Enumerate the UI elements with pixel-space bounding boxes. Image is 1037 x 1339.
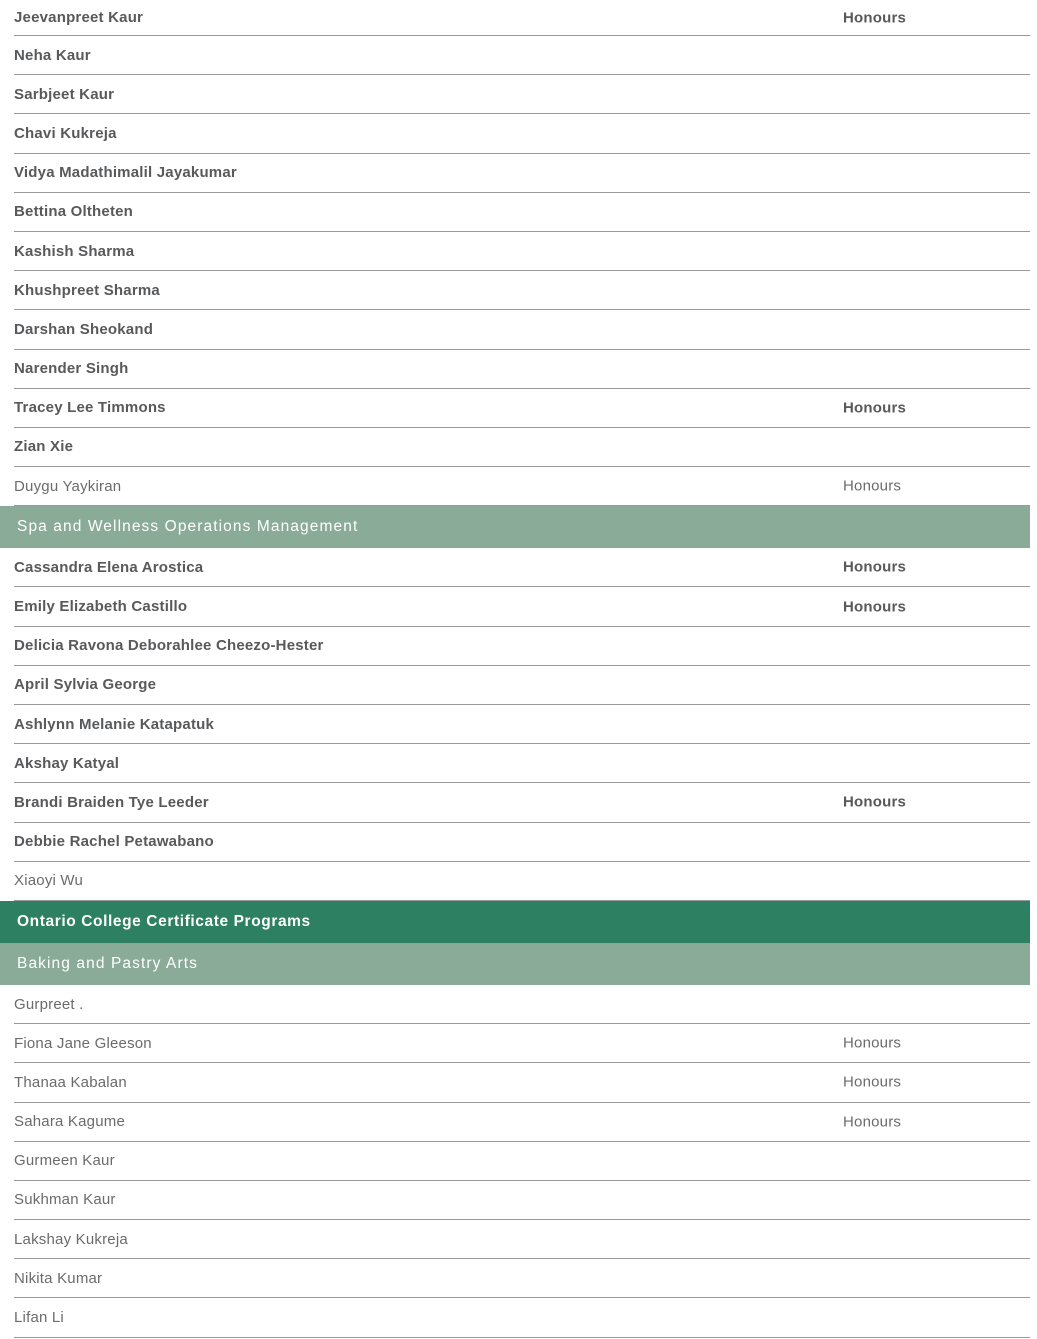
graduate-name: Sarbjeet Kaur (14, 85, 115, 103)
graduate-name: Akshay Katyal (14, 754, 120, 772)
honours-badge: Honours (843, 477, 902, 495)
graduate-name: Delicia Ravona Deborahlee Cheezo-Hester (14, 637, 324, 655)
honours-badge: Honours (843, 1113, 902, 1131)
graduate-name: Cassandra Elena Arostica (14, 558, 204, 576)
graduate-name: Zian Xie (14, 438, 74, 456)
graduate-row (14, 744, 1030, 783)
graduate-name: Gurmeen Kaur (14, 1152, 115, 1170)
graduate-name: Lakshay Kukreja (14, 1230, 128, 1248)
graduate-row (14, 705, 1030, 744)
graduate-name: Neha Kaur (14, 46, 91, 64)
graduate-name: Chavi Kukreja (14, 124, 117, 142)
graduate-name: Thanaa Kabalan (14, 1073, 127, 1091)
graduate-name: Sahara Kagume (14, 1113, 126, 1131)
honours-badge: Honours (843, 399, 907, 417)
graduate-name: Bettina Oltheten (14, 203, 134, 221)
graduate-name: Kashish Sharma (14, 242, 135, 260)
graduate-row (14, 666, 1030, 705)
graduate-row (14, 193, 1030, 232)
honours-badge: Honours (843, 9, 907, 26)
graduate-name: Nikita Kumar (14, 1269, 103, 1287)
graduate-name: Xiaoyi Wu (14, 872, 84, 890)
graduate-row (14, 1259, 1030, 1298)
honours-badge: Honours (843, 598, 907, 616)
graduate-name: Khushpreet Sharma (14, 281, 160, 299)
graduate-row (14, 428, 1030, 467)
honours-badge: Honours (843, 793, 907, 811)
program-section-header: Spa and Wellness Operations Management (0, 506, 1030, 548)
graduate-row (14, 1024, 1030, 1063)
graduate-name: Emily Elizabeth Castillo (14, 598, 188, 616)
graduate-name: Ashlynn Melanie Katapatuk (14, 715, 215, 733)
graduate-name: Debbie Rachel Petawabano (14, 833, 214, 851)
graduate-row (14, 1142, 1030, 1181)
graduate-row (14, 627, 1030, 666)
graduate-name: Fiona Jane Gleeson (14, 1034, 152, 1052)
graduate-name: Sukhman Kaur (14, 1191, 116, 1209)
graduate-row (14, 1063, 1030, 1102)
graduate-name: Duygu Yaykiran (14, 477, 122, 495)
graduate-row (14, 0, 1030, 36)
honours-badge: Honours (843, 1034, 902, 1052)
graduate-name: Lifan Li (14, 1309, 64, 1327)
graduate-row (14, 1220, 1030, 1259)
graduate-name: Jeevanpreet Kaur (14, 9, 144, 26)
honours-badge: Honours (843, 558, 907, 576)
graduate-row (14, 783, 1030, 822)
graduate-row (14, 36, 1030, 75)
graduate-row (14, 862, 1030, 901)
graduate-name: Brandi Braiden Tye Leeder (14, 793, 209, 811)
graduate-row (14, 232, 1030, 271)
graduate-row (14, 75, 1030, 114)
graduate-row (14, 389, 1030, 428)
graduate-row (14, 1181, 1030, 1220)
honours-badge: Honours (843, 1073, 902, 1091)
graduate-row (14, 271, 1030, 310)
graduate-name: April Sylvia George (14, 676, 157, 694)
graduate-row (14, 823, 1030, 862)
graduate-row (14, 310, 1030, 349)
graduate-row (14, 985, 1030, 1024)
graduate-row (14, 467, 1030, 506)
graduate-name: Narender Singh (14, 360, 129, 378)
graduate-row (14, 154, 1030, 193)
credential-section-header: Ontario College Certificate Programs (0, 901, 1030, 943)
program-section-header: Baking and Pastry Arts (0, 943, 1030, 985)
graduate-row (14, 587, 1030, 626)
graduate-row (14, 114, 1030, 153)
graduate-name: Vidya Madathimalil Jayakumar (14, 164, 237, 182)
graduate-row (14, 350, 1030, 389)
graduate-row (14, 548, 1030, 587)
graduate-row (14, 1298, 1030, 1337)
graduate-name: Gurpreet . (14, 995, 84, 1013)
graduate-row (14, 1103, 1030, 1142)
graduate-name: Tracey Lee Timmons (14, 399, 166, 417)
graduate-name: Darshan Sheokand (14, 320, 154, 338)
